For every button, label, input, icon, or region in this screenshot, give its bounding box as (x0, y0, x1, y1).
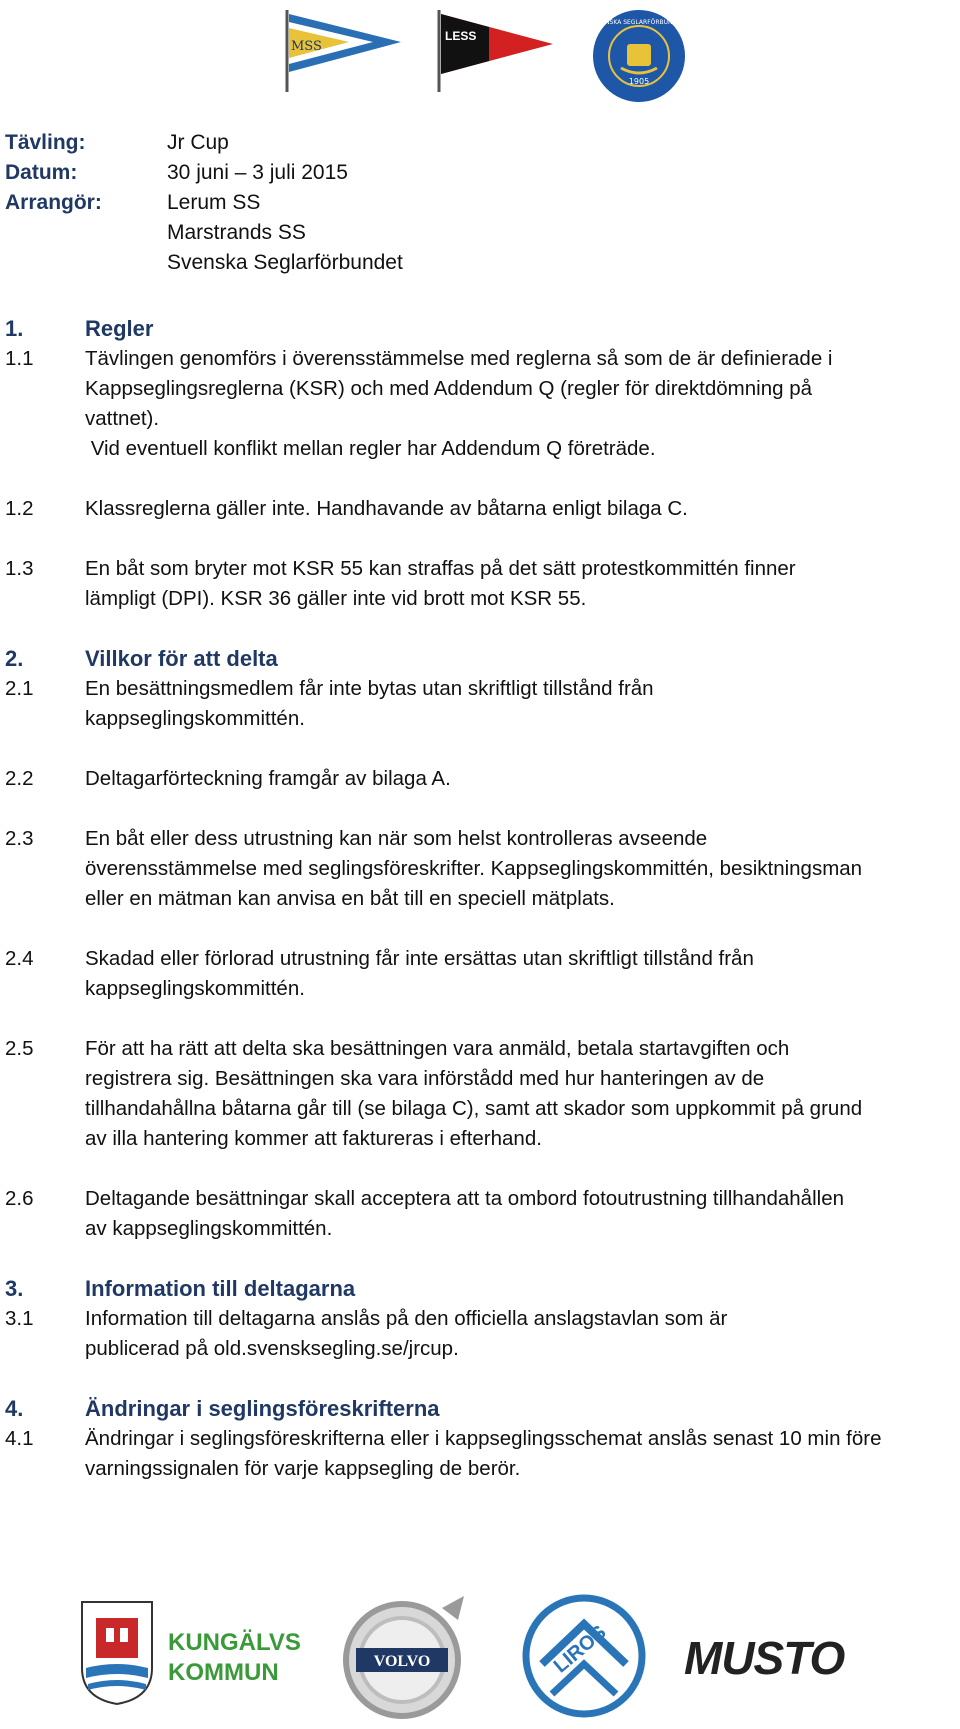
rule-item (5, 554, 955, 614)
rule-line: vattnet). (85, 407, 160, 430)
rule-line: av illa hantering kommer att faktureras i efterhand. (85, 1127, 542, 1150)
meta-row-organizer (5, 218, 403, 248)
volvo-logo (338, 1590, 470, 1724)
rule-line: En besättningsmedlem får inte bytas utan skriftligt tillstånd från (85, 677, 654, 700)
section-number: 2. (5, 646, 24, 671)
meta-value: Marstrands SS (167, 221, 306, 244)
rule-item (5, 494, 955, 524)
rule-item (5, 344, 955, 464)
rule-text (85, 1034, 955, 1154)
rule-line: För att ha rätt att delta ska besättningen vara anmäld, betala startavgiften och (85, 1037, 790, 1060)
rule-number: 2.1 (5, 677, 34, 700)
rule-line: av kappseglingskommittén. (85, 1217, 333, 1240)
volvo-text: VOLVO (373, 1653, 431, 1670)
rule-text (85, 494, 955, 524)
section-title: Information till deltagarna (85, 1276, 356, 1301)
meta-value: Jr Cup (167, 131, 229, 154)
section-number: 4. (5, 1396, 24, 1421)
rule-item (5, 824, 955, 914)
rule-line: Deltagarförteckning framgår av bilaga A. (85, 767, 451, 790)
section-title: Villkor för att delta (85, 646, 278, 671)
rule-text (85, 944, 955, 1004)
rule-line: Kappseglingsreglerna (KSR) och med Addendum Q (regler för direktdömning på (85, 377, 812, 400)
rule-line: kappseglingskommittén. (85, 707, 305, 730)
liros-text: LIROS (549, 1621, 611, 1678)
meta-value: 30 juni – 3 juli 2015 (167, 161, 348, 184)
rule-line: Deltagande besättningar skall acceptera att ta ombord fotoutrustning tillhandahållen (85, 1187, 844, 1210)
rule-number: 2.5 (5, 1037, 34, 1060)
rule-line: En båt som bryter mot KSR 55 kan straffas på det sätt protestkommittén finner (85, 557, 796, 580)
rule-item (5, 1424, 955, 1484)
rule-number: 2.4 (5, 947, 34, 970)
meta-row-organizer (5, 188, 403, 218)
meta-label: Arrangör: (5, 191, 102, 214)
rule-text (85, 1184, 955, 1244)
rule-item (5, 944, 955, 1004)
section-heading (5, 314, 955, 344)
meta-value: Lerum SS (167, 191, 261, 214)
spacer (5, 1004, 955, 1034)
spacer (5, 914, 955, 944)
musto-text: MUSTO (684, 1632, 845, 1682)
rule-line: lämpligt (DPI). KSR 36 gäller inte vid brott mot KSR 55. (85, 587, 587, 610)
document-body (5, 314, 955, 1484)
rule-text (85, 674, 955, 734)
rule-text (85, 344, 955, 464)
spacer (5, 1244, 955, 1274)
rule-line: publicerad på old.svensksegling.se/jrcup. (85, 1337, 459, 1360)
meta-row-competition (5, 128, 403, 158)
spacer (5, 524, 955, 554)
rule-item (5, 764, 955, 794)
rule-line: Klassreglerna gäller inte. Handhavande av båtarna enligt bilaga C. (85, 497, 688, 520)
meta-label: Datum: (5, 161, 78, 184)
rule-line: kappseglingskommittén. (85, 977, 305, 1000)
kungalv-wordmark (168, 1626, 308, 1688)
meta-row-organizer (5, 248, 403, 278)
rule-line: Vid eventuell konflikt mellan regler har Addendum Q företräde. (85, 437, 656, 460)
rule-line: Information till deltagarna anslås på den officiella anslagstavlan som är (85, 1307, 728, 1330)
rule-text (85, 1424, 955, 1484)
rule-number: 1.3 (5, 557, 34, 580)
rule-number: 1.1 (5, 347, 34, 370)
rule-line: varningssignalen för varje kappsegling de berör. (85, 1457, 521, 1480)
rule-text (85, 764, 955, 794)
rule-item (5, 1304, 955, 1364)
kungalv-crest-logo (78, 1598, 156, 1706)
meta-label: Tävling: (5, 131, 86, 154)
mss-flag-text: MSS (291, 39, 322, 54)
ssf-seal-logo (591, 8, 687, 104)
rule-line: tillhandahållna båtarna går till (se bilaga C), samt att skador som uppkommit på grund (85, 1097, 863, 1120)
sponsor-logos (0, 1590, 960, 1729)
rule-item (5, 1184, 955, 1244)
rule-number: 1.2 (5, 497, 34, 520)
mss-flag-logo (283, 8, 403, 94)
rule-number: 3.1 (5, 1307, 34, 1330)
rule-line: Tävlingen genomförs i överensstämmelse med reglerna så som de är definierade i (85, 347, 833, 370)
ssf-seal-year: 1905 (628, 77, 650, 86)
spacer (5, 1364, 955, 1394)
spacer (5, 734, 955, 764)
rule-line: Ändringar i seglingsföreskrifterna eller i kappseglingsschemat anslås senast 10 min före (85, 1427, 882, 1450)
section-title: Regler (85, 316, 154, 341)
section-number: 3. (5, 1276, 24, 1301)
section-heading (5, 644, 955, 674)
section-heading (5, 1394, 955, 1424)
rule-line: överensstämmelse med seglingsföreskrifter. Kappseglingskommittén, besiktningsman (85, 857, 863, 880)
competition-meta (5, 128, 403, 278)
meta-row-date (5, 158, 403, 188)
musto-logo (684, 1632, 890, 1682)
less-flag-text: LESS (445, 29, 477, 43)
rule-line: eller en mätman kan anvisa en båt till en speciell mätplats. (85, 887, 615, 910)
rule-number: 4.1 (5, 1427, 34, 1450)
rule-line: En båt eller dess utrustning kan när som helst kontrolleras avseende (85, 827, 708, 850)
kungalv-line2: KOMMUN (168, 1659, 279, 1686)
rule-number: 2.2 (5, 767, 34, 790)
rule-text (85, 554, 955, 614)
rule-item (5, 674, 955, 734)
spacer (5, 464, 955, 494)
ssf-seal-text: SVENSKA SEGLARFÖRBUNDET (593, 19, 685, 26)
rule-number: 2.3 (5, 827, 34, 850)
section-number: 1. (5, 316, 24, 341)
spacer (5, 794, 955, 824)
meta-value: Svenska Seglarförbundet (167, 251, 403, 274)
kungalv-line1: KUNGÄLVS (168, 1629, 301, 1656)
rule-text (85, 1304, 955, 1364)
spacer (5, 614, 955, 644)
less-flag-logo (435, 8, 555, 94)
spacer (5, 1154, 955, 1184)
rule-number: 2.6 (5, 1187, 34, 1210)
section-title: Ändringar i seglingsföreskrifterna (85, 1396, 440, 1421)
rule-line: registrera sig. Besättningen ska vara införstådd med hur hanteringen av de (85, 1067, 765, 1090)
liros-logo (522, 1594, 646, 1718)
section-heading (5, 1274, 955, 1304)
rule-text (85, 824, 955, 914)
rule-item (5, 1034, 955, 1154)
rule-line: Skadad eller förlorad utrustning får inte ersättas utan skriftligt tillstånd från (85, 947, 754, 970)
header-logos (0, 0, 960, 120)
